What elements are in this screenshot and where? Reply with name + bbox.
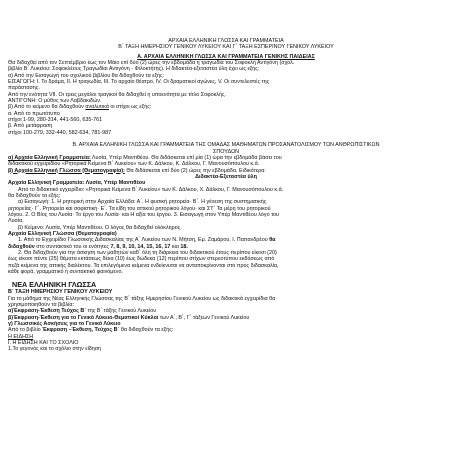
section-b-paragraph: Από το διδακτικό εγχειρίδιο: «Ρητορικά Κείμενα Β΄ Λυκείου» των Κ. Δάλκου, Χ. Δάλκου, Γ. Μανουσόπουλου κ.ά. xyxy=(18,186,284,193)
section-c-list-item: β)Έκφραση-Έκθεση για το Γενικό Λύκειο-Θεματικοί Κύκλοι των Α΄, Β΄, Γ΄ τάξεων Γενικού Λυκείου xyxy=(8,314,250,321)
section-a-paragraph: παράστασης. xyxy=(8,85,40,92)
section-b-paragraph: πεζά κείμενα της αττικής διαλέκτου. Τα επιλεγόμενα κείμενα ενδείκνυται να ανταποκρίνονται στο προς διδασκαλία, xyxy=(8,262,279,269)
section-b-paragraph: κάθε φορά, γραμματικό ή συντακτικό φαινόμενο. xyxy=(8,269,123,276)
section-a-verses: στίχοι 1-99, 280-314, 441-560, 635-761 xyxy=(8,117,103,124)
section-b-paragraph: β) Αρχαία Ελληνική Γλώσσα (Θεματογραφία): Θα διδάσκεται επί δύο (2) ώρες την εβδομάδα. Ειδικότερα: xyxy=(8,167,266,174)
section-c-heading: Η ΕΙΔΗΣΗ xyxy=(8,333,34,340)
section-b-title: Β. ΑΡΧΑΙΑ ΕΛΛΗΝΙΚΗ ΓΛΩΣΣΑ ΚΑΙ ΓΡΑΜΜΑΤΕΙΑ ΤΗΣ ΟΜΑΔΑΣ ΜΑΘΗΜΑΤΩΝ ΠΡΟΣΑΝΑΤΟΛΙΣΜΟΥ ΤΩΝ ΑΝΘΡΩΠΙΣΤΙΚΩΝ xyxy=(72,142,380,149)
section-b-paragraph: λόγου. 2. Ο Βίος του Λυσία· Το έργο του Λυσία· και Η αξία του έργου. 3. Εισαγωγή στον Υπέρ Μαντιθέου λόγο του xyxy=(8,211,280,218)
section-a-paragraph: ΕΙΣΑΓΩΓΗ: Ι. Το δράμα, ΙΙ. Η τραγωδία, ΙΙΙ. Το αρχαίο θέατρο, IV. Οι δραματικοί αγώνες, V. Οι συντελεστές της xyxy=(8,79,270,86)
section-b-subheading: Αρχαία Ελληνική Γλώσσα (Θεματογραφία) xyxy=(8,230,117,237)
section-a-paragraph: Θα διδαχθεί από τον Σεπτέμβριο έως τον Μάιο επί δύο (2) ώρες την εβδομάδα η τραγωδία του Σοφοκλή Αντιγόνη (σχολ. xyxy=(8,60,295,67)
section-c-list-item: γ) Γλωσσικές Ασκήσεις για το Γενικό Λύκειο xyxy=(8,321,121,328)
section-b-paragraph: διδαχθούν στο συντακτικό του οι ενότητες 7, 8, 9, 10, 14, 15, 16, 17 και 18. xyxy=(8,243,188,250)
section-a-subheading: β. Από μετάφραση xyxy=(8,123,53,130)
section-c-paragraph: Για το μάθημα της Νέας Ελληνικής Γλώσσας της Β΄ τάξης Ημερησίου Γενικού Λυκείου ως διδακτικά εγχειρίδια θα xyxy=(8,295,276,302)
section-c-paragraph: Από το βιβλίο Έκφραση –Έκθεση, Τεύχος Β΄ θα διδαχθούν τα εξής: xyxy=(8,327,174,334)
section-b-paragraph: 2. Θα διδαχθούν για την άσκηση των μαθητών καθ΄ όλη τη διάρκεια του διδακτικού έτους περίπου είκοσι (20) xyxy=(18,250,277,256)
section-b-paragraph: α) Εισαγωγή: 1. Η ρητορική στην Αρχαία Ελλάδα: Α΄. Η φυσική ρητορεία· Β΄. Η γένεση της συστηματικής xyxy=(18,199,267,206)
section-a-paragraph: β) Από το κείμενο θα διδαχθούν αναλυτικά οι στίχοι ως εξής: xyxy=(8,104,152,111)
section-b-paragraph: διδακτικού εγχειριδίου «Ρητορικά Κείμενα Β΄ Λυκείου» των Κ. Δάλκου, Κ. Δάλκου, Γ. Μανουσόπουλου κ.ά. xyxy=(8,161,260,168)
section-b-paragraph: έως είκοσι πέντε (25) θέματα εκτάσεως δέκα (10) έως δώδεκα (12) περίπου στίχων στερεοτύπου εκδόσεως από xyxy=(8,256,275,263)
section-b-paragraph: ρητορείας· Γ΄. Ρητορεία και σοφιστική· Ε΄. Τα είδη του αττικού ρητορικού λόγου· και ΣΤ΄ Τα μέρη του ρητορικού xyxy=(8,205,271,212)
section-c-list-item: α)Έκφραση-Έκθεση Τεύχος Β΄ της Β΄ τάξης Γενικού Λυκείου xyxy=(8,308,157,315)
section-b-paragraph: 1. Από το Εγχειρίδιο Γλωσσικής Διδασκαλίας της Α΄ Λυκείου των Ν. Μήτση, Εμ. Ζαμάρου, Ι. Παπανδρέου θα xyxy=(18,237,276,244)
section-a-paragraph: ΑΝΤΙΓΟΝΗ: Ο μύθος των Λαβδακιδών. xyxy=(8,98,102,105)
section-a-verses: στίχοι 100-279, 332-440, 582-634, 781-987 xyxy=(8,129,112,136)
section-c-title: ΝΕΑ ΕΛΛΗΝΙΚΗ ΓΛΩΣΣΑ xyxy=(12,280,97,290)
section-a-paragraph: βιβλίο Β΄ Λυκείου: Σοφοκλέους Τραγωδίαι Αντιγόνη - Φιλοκτήτης). Η διδακτέα-εξεταστέα ύλη έχει ως εξής: xyxy=(8,66,260,73)
section-b-subheading: Διδακτέα-Εξεταστέα ύλη xyxy=(195,173,257,180)
header-line-2: Β΄ ΤΑΞΗ ΗΜΕΡΗΣΙΟΥ ΓΕΝΙΚΟΥ ΛΥΚΕΙΟΥ ΚΑΙ Γ΄ ΤΑΞΗ ΕΣΠΕΡΙΝΟΥ ΓΕΝΙΚΟΥ ΛΥΚΕΙΟΥ xyxy=(118,44,334,51)
section-b-paragraph: α) Αρχαία Ελληνική Γραμματεία: Λυσία, Υπέρ Μαντιθέου. Θα διδάσκεται επί μία (1) ώρα την εβδομάδα βάσει του xyxy=(8,154,282,161)
section-a-subheading: α. Από το πρωτότυπο xyxy=(8,110,60,117)
section-b-subheading: Αρχαία Ελληνική Γραμματεία: Λυσία, Υπέρ Μαντιθέου xyxy=(8,180,146,187)
section-b-paragraph: θα διδαχθούν τα εξής: xyxy=(8,192,61,199)
section-c-paragraph: 1.Το γεγονός και το σχόλιο στην είδηση xyxy=(8,346,102,353)
section-c-paragraph: χρησιμοποιηθούν τα βιβλία: xyxy=(8,302,74,309)
section-c-heading: Ι. Η ΕΙΔΗΣΗ ΚΑΙ ΤΟ ΣΧΟΛΙΟ xyxy=(8,340,79,347)
section-b-paragraph: Λυσία. xyxy=(8,218,24,225)
section-a-title: Α. ΑΡΧΑΙΑ ΕΛΛΗΝΙΚΗ ΓΛΩΣΣΑ ΚΑΙ ΓΡΑΜΜΑΤΕΙΑ ΓΕΝΙΚΗΣ ΠΑΙΔΕΙΑΣ xyxy=(137,53,315,60)
section-b-title: ΣΠΟΥΔΩΝ xyxy=(213,148,239,155)
section-c-subtitle: Β΄ ΤΑΞΗ ΗΜΕΡΗΣΙΟΥ ΓΕΝΙΚΟΥ ΛΥΚΕΙΟΥ xyxy=(8,289,113,296)
section-a-paragraph: Από την ενότητα VII. Οι τρεις μεγάλοι τραγικοί θα διδαχθεί η υποενότητα με τίτλο Σοφοκλής. xyxy=(8,91,227,98)
section-b-paragraph: β) Κείμενο: Λυσία, Υπέρ Μαντιθέου. Ο λόγος θα διδαχθεί ολόκληρος. xyxy=(18,224,182,231)
section-a-paragraph: α) Από την Εισαγωγή του σχολικού βιβλίου θα διδαχθούν τα εξής: xyxy=(8,72,165,79)
header-line-1: ΑΡΧΑΙΑ ΕΛΛΗΝΙΚΗ ΓΛΩΣΣΑ ΚΑΙ ΓΡΑΜΜΑΤΕΙΑ xyxy=(168,38,284,44)
